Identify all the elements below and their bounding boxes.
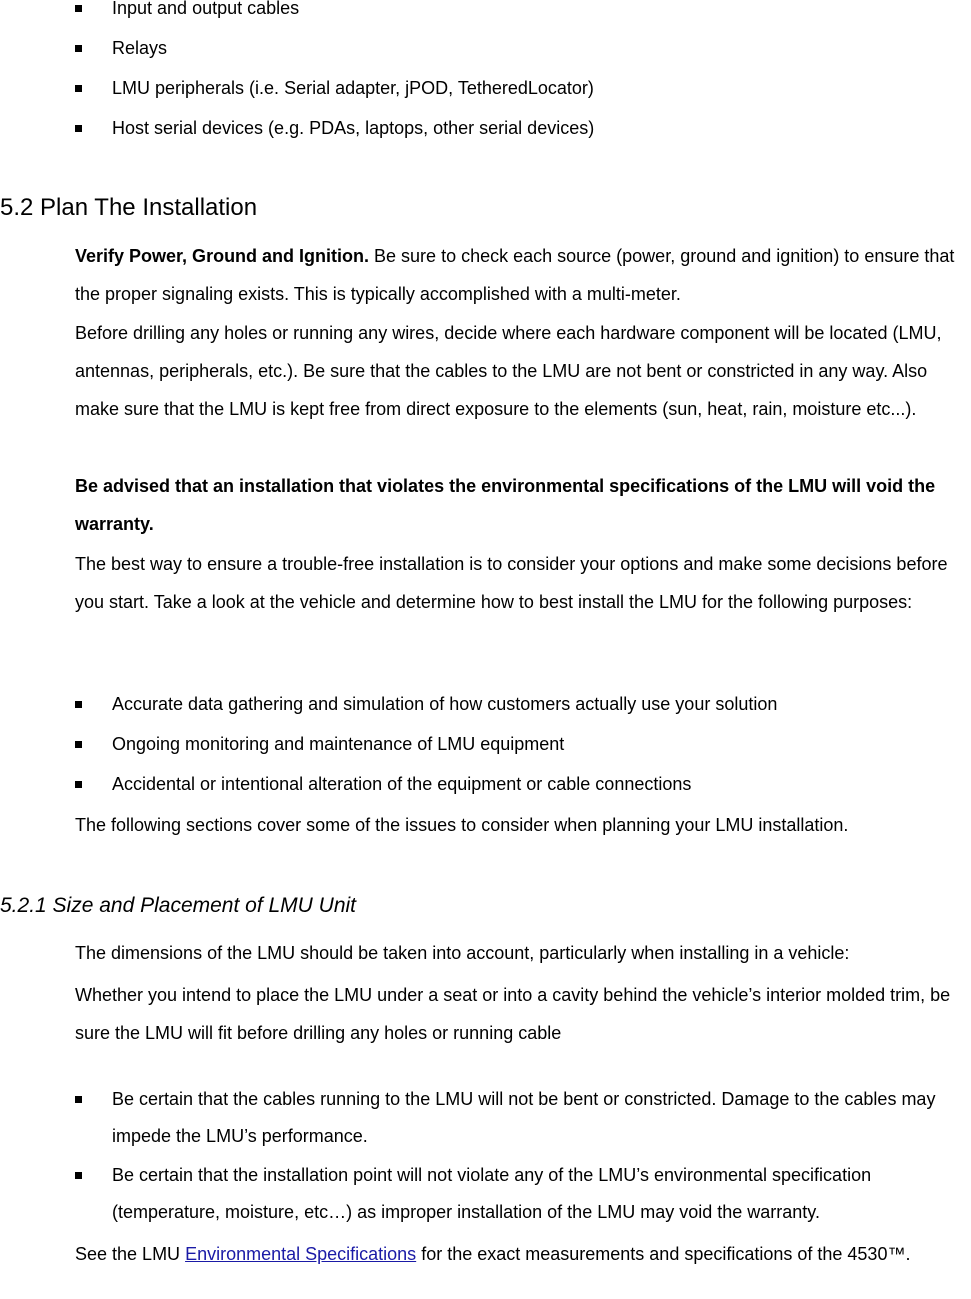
square-bullet-icon — [75, 85, 82, 92]
see-prefix: See the LMU — [75, 1244, 186, 1264]
following-paragraph: The following sections cover some of the issues to consider when planning your LMU installation. — [75, 815, 849, 835]
verify-paragraph — [75, 237, 971, 313]
subsection-heading: 5.2.1 Size and Placement of LMU Unit — [0, 894, 357, 917]
square-bullet-icon — [75, 741, 82, 748]
square-bullet-icon — [75, 5, 82, 12]
whether-paragraph: Whether you intend to place the LMU under a seat or into a cavity behind the vehicle’s interior molded trim, be sure the LMU will fit before drilling any holes or running cable — [75, 985, 951, 1043]
see-suffix: for the exact measurements and specifications of the 4530™. — [416, 1244, 911, 1264]
list-item — [75, 0, 965, 27]
see-specifications-paragraph — [75, 1235, 945, 1273]
list-item — [75, 1157, 955, 1231]
list-item-text: Host serial devices (e.g. PDAs, laptops, other serial devices) — [112, 118, 595, 138]
square-bullet-icon — [75, 1096, 82, 1103]
environmental-specifications-link[interactable]: Environmental Specifications — [185, 1244, 417, 1264]
list-item — [75, 110, 965, 147]
list-item — [75, 726, 965, 763]
list-item — [75, 30, 965, 67]
square-bullet-icon — [75, 701, 82, 708]
list-item-text: LMU peripherals (i.e. Serial adapter, jPOD, TetheredLocator) — [112, 78, 594, 98]
square-bullet-icon — [75, 45, 82, 52]
list-item-text: Accidental or intentional alteration of the equipment or cable connections — [112, 774, 692, 794]
square-bullet-icon — [75, 781, 82, 788]
list-item — [75, 70, 965, 107]
list-item-text: Relays — [112, 38, 168, 58]
section-heading: 5.2 Plan The Installation — [0, 194, 258, 221]
list-item-text: Accurate data gathering and simulation of how customers actually use your solution — [112, 694, 778, 714]
list-item-text: Input and output cables — [112, 0, 300, 18]
list-item-text: Be certain that the cables running to the LMU will not be bent or constricted. Damage to the cables may impede the LMU’s performance. — [112, 1089, 936, 1146]
list-item — [75, 766, 965, 803]
verify-text: Be sure to check each source (power, ground and ignition) to ensure that the proper signaling exists. This is typically accomplished with a multi-meter. — [75, 246, 955, 304]
list-item — [75, 686, 965, 723]
verify-lead: Verify Power, Ground and Ignition. — [75, 246, 370, 266]
list-item-text: Ongoing monitoring and maintenance of LMU equipment — [112, 734, 565, 754]
square-bullet-icon — [75, 1172, 82, 1179]
best-way-paragraph: The best way to ensure a trouble-free installation is to consider your options and make some decisions before you start. Take a look at the vehicle and determine how to best install the LMU for the following purposes: — [75, 554, 948, 612]
before-drilling-paragraph: Before drilling any holes or running any wires, decide where each hardware component will be located (LMU, antennas, peripherals, etc.). Be sure that the cables to the LMU are not bent or constricted in any way. Also make sure that the LMU is kept free from direct exposure to the elements (sun, heat, rain, moisture etc...). — [75, 323, 942, 419]
square-bullet-icon — [75, 125, 82, 132]
list-item-text: Be certain that the installation point will not violate any of the LMU’s environmental specification (temperature, moisture, etc…) as improper installation of the LMU may void the warranty. — [112, 1165, 872, 1222]
warranty-warning: Be advised that an installation that violates the environmental specifications of the LMU will void the warranty. — [75, 476, 936, 534]
dimensions-paragraph: The dimensions of the LMU should be taken into account, particularly when installing in a vehicle: — [75, 943, 850, 963]
list-item — [75, 1081, 945, 1155]
